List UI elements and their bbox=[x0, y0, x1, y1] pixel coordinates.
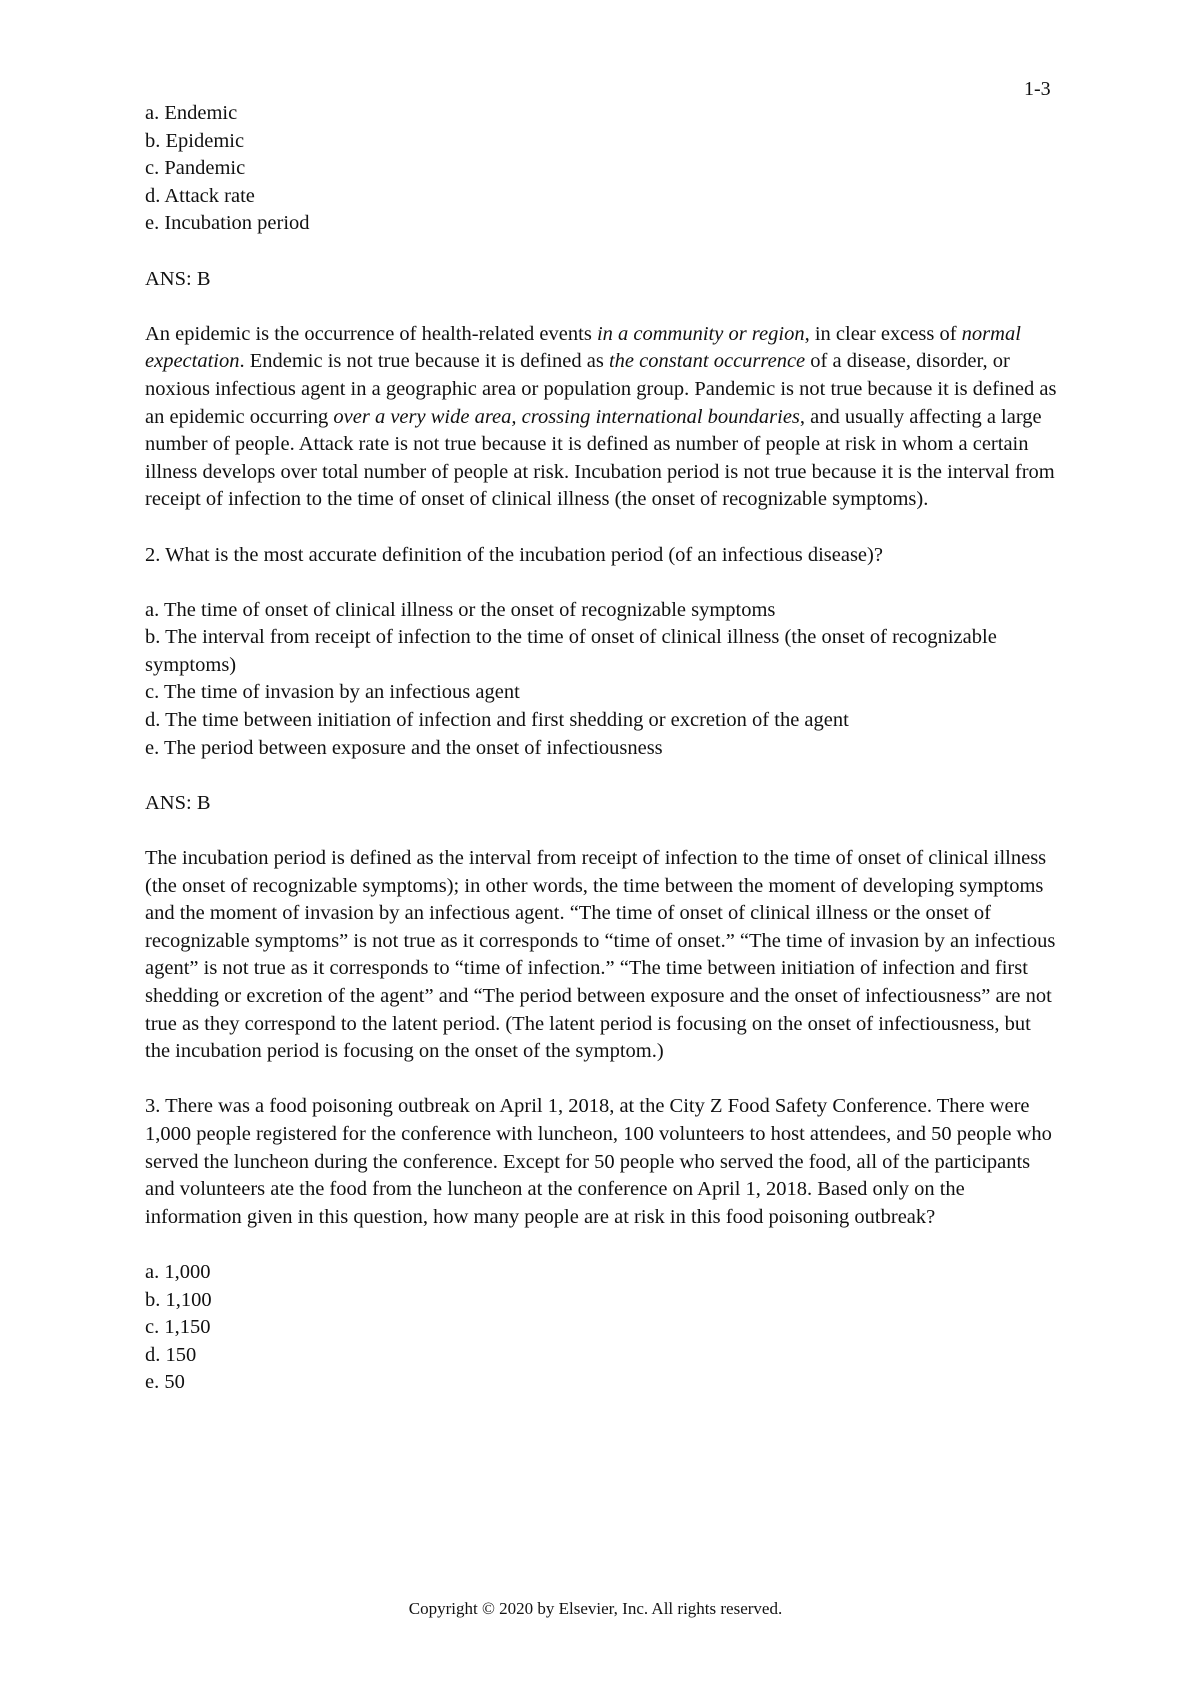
option-a: a. Endemic bbox=[145, 102, 238, 124]
q2-options bbox=[145, 597, 1060, 763]
q1-explanation: An epidemic is the occurrence of health-related events in a community or region, in clear excess of normal expectation. Endemic is not true because it is defined as the constant occurrence of a disease, disorder, or noxious infectious agent in a geographic area or population group. Pandemic is not true because it is defined as an epidemic occurring over a very wide area, crossing international boundaries, and usually affecting a large number of people. Attack rate is not true because it is defined as number of people at risk in whom a certain illness develops over total number of people at risk. Incubation period is not true because it is the interval from receipt of infection to the time of onset of clinical illness (the onset of recognizable symptoms). bbox=[145, 322, 1057, 511]
q3-options bbox=[145, 1259, 1060, 1397]
page-number: 1-3 bbox=[1024, 78, 1051, 100]
option-e: e. 50 bbox=[145, 1371, 185, 1394]
page-content bbox=[145, 100, 1060, 1397]
option-c: c. 1,150 bbox=[145, 1316, 211, 1339]
option-c: c. Pandemic bbox=[145, 157, 246, 180]
option-d: d. Attack rate bbox=[145, 184, 255, 207]
option-e: e. Incubation period bbox=[145, 212, 310, 235]
option-b: b. Epidemic bbox=[145, 129, 245, 152]
q1-options bbox=[145, 100, 1060, 238]
option-a: a. 1,000 bbox=[145, 1260, 211, 1283]
q2-explanation: The incubation period is defined as the interval from receipt of infection to the time of onset of clinical illness (the onset of recognizable symptoms); in other words, the time between the moment of developing symptoms and the moment of invasion by an infectious agent. “The time of onset of clinical illness or the onset of recognizable symptoms” is not true as it corresponds to “time of onset.” “The time of invasion by an infectious agent” is not true as it corresponds to “time of infection.” “The time between initiation of infection and first shedding or excretion of the agent” and “The period between exposure and the onset of infectiousness” are not true as they correspond to the latent period. (The latent period is focusing on the onset of infectiousness, but the incubation period is focusing on the onset of the symptom.) bbox=[145, 847, 1056, 1063]
option-d: d. The time between initiation of infection and first shedding or excretion of the agent bbox=[145, 709, 849, 732]
q2-answer: ANS: B bbox=[145, 791, 211, 814]
option-c: c. The time of invasion by an infectious agent bbox=[145, 681, 520, 704]
option-e: e. The period between exposure and the onset of infectiousness bbox=[145, 736, 663, 759]
q1-answer: ANS: B bbox=[145, 267, 211, 290]
option-a: a. The time of onset of clinical illness or the onset of recognizable symptoms bbox=[145, 598, 776, 621]
copyright-footer: Copyright © 2020 by Elsevier, Inc. All rights reserved. bbox=[408, 1599, 783, 1618]
q3-question: 3. There was a food poisoning outbreak on April 1, 2018, at the City Z Food Safety Conference. There were 1,000 people registered for the conference with luncheon, 100 volunteers to host attendees, and 50 people who served the luncheon during the conference. Except for 50 people who served the food, all of the participants and volunteers ate the food from the luncheon at the conference on April 1, 2018. Based only on the information given in this question, how many people are at risk in this food poisoning outbreak? bbox=[145, 1095, 1052, 1228]
option-d: d. 150 bbox=[145, 1343, 197, 1366]
q2-question: 2. What is the most accurate definition of the incubation period (of an infectious disease)? bbox=[145, 543, 883, 566]
option-b: b. 1,100 bbox=[145, 1288, 212, 1311]
option-b: b. The interval from receipt of infection to the time of onset of clinical illness (the onset of recognizable symptoms) bbox=[145, 626, 997, 676]
